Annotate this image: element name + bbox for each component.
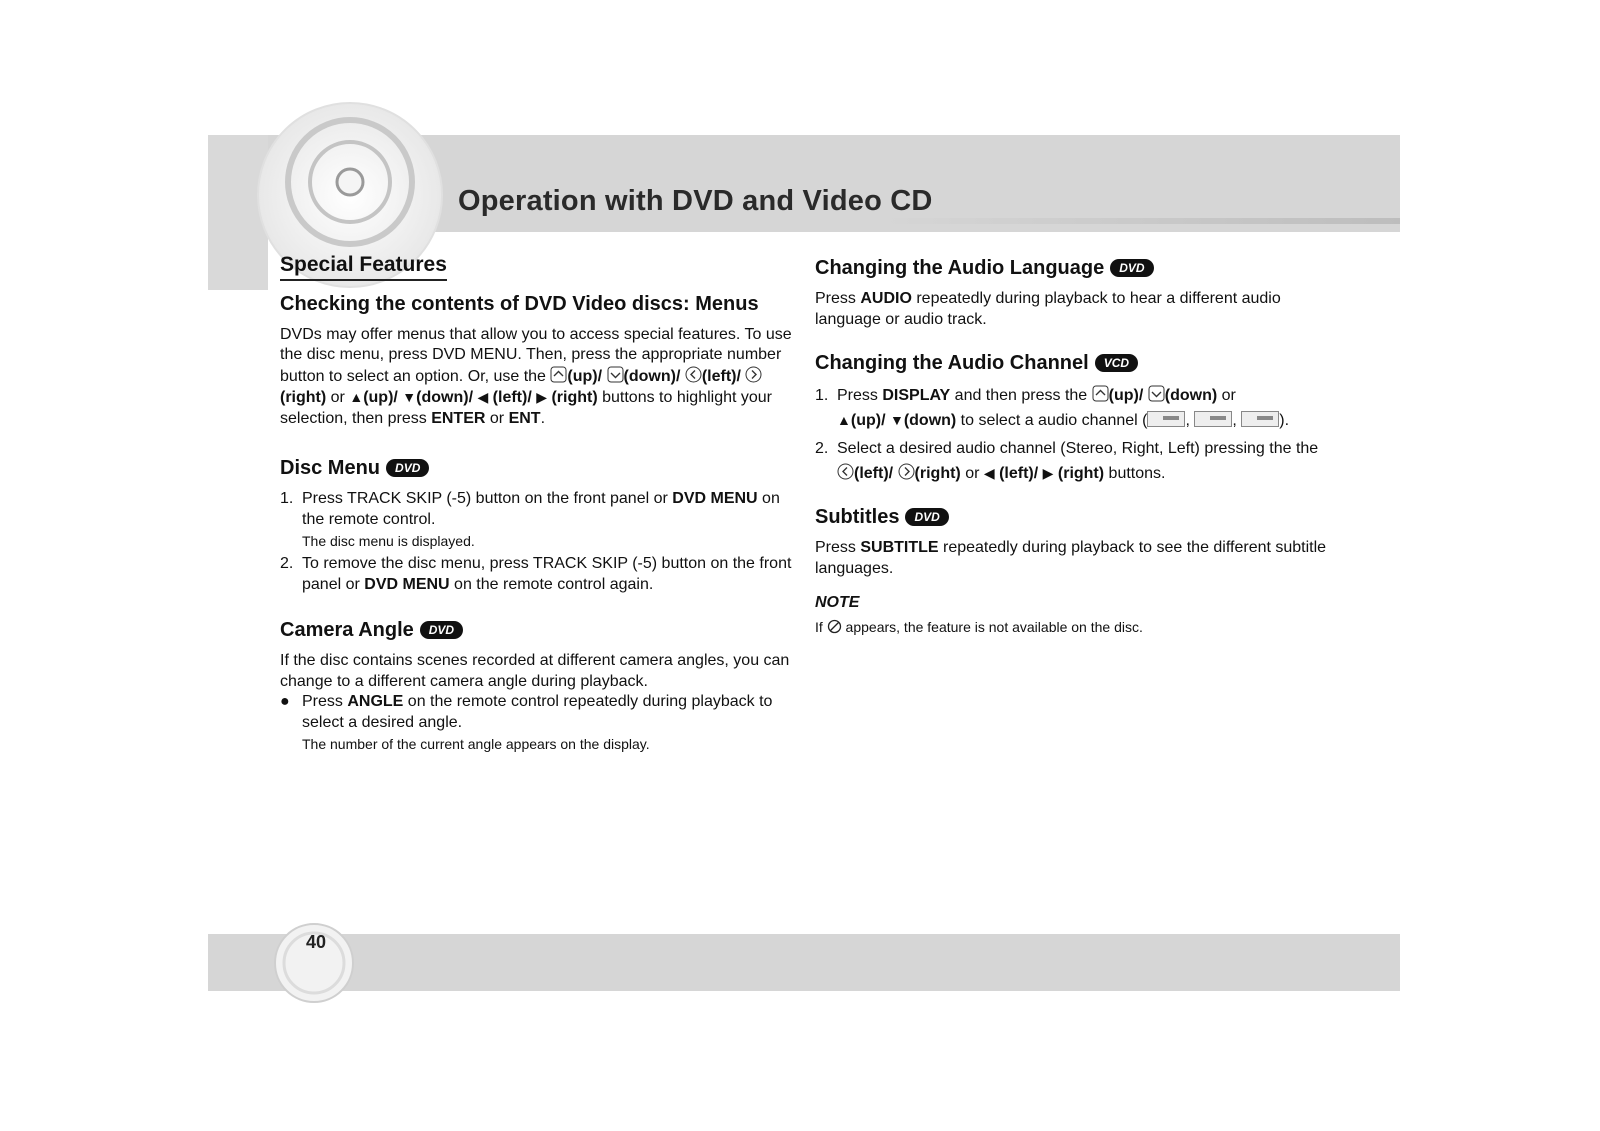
page-title: Operation with DVD and Video CD — [458, 185, 933, 217]
text: repeatedly during playback to see the different subtitle languages. — [815, 539, 1327, 577]
angle-label: ANGLE — [347, 693, 404, 710]
disc-menu-title: Disc Menu — [280, 457, 381, 479]
audio-channel-steps — [815, 384, 1335, 486]
or-text: or — [1217, 387, 1236, 404]
comma: , — [1185, 412, 1195, 429]
step-text: on the remote control again. — [449, 575, 654, 593]
audio-language-text — [815, 289, 1335, 330]
comma: , — [1232, 412, 1242, 429]
tri-up-label: (up)/ — [363, 389, 403, 406]
disc-menu-steps — [280, 489, 800, 595]
display-label: DISPLAY — [882, 387, 951, 404]
text: Press — [815, 539, 861, 556]
tri-left-label: (left)/ — [994, 465, 1043, 482]
text: Press — [815, 290, 861, 307]
note-text — [815, 618, 1335, 636]
text: If — [815, 618, 827, 635]
checking-menus-text — [280, 325, 800, 430]
checking-text-1: DVDs may offer menus that allow you to access special features. To use the disc menu, press DVD MENU. Then, press the appropriate number button to select an option. Or, use the — [280, 325, 792, 385]
triangle-down-icon: ▼ — [402, 389, 417, 405]
or-text: or — [960, 465, 984, 482]
step-text: Press TRACK SKIP (-5) button on the front panel or — [302, 490, 673, 507]
dvd-badge: DVD — [905, 508, 948, 526]
step-text: Press — [837, 387, 883, 404]
bullet-text: Press — [302, 693, 348, 710]
down-label: (down)/ — [623, 367, 685, 385]
left-button-icon — [685, 366, 702, 383]
triangle-up-icon: ▲ — [349, 389, 364, 405]
audio-label: AUDIO — [860, 290, 912, 307]
step-number: 2. — [815, 440, 829, 457]
subtitles-heading — [815, 504, 1335, 530]
left-label: (left)/ — [854, 465, 898, 482]
list-item — [280, 489, 800, 550]
subtitles-text — [815, 538, 1335, 579]
step-number: 1. — [280, 490, 294, 507]
enter-label: ENTER — [431, 409, 486, 427]
tri-down-label: (down) — [903, 412, 957, 429]
triangle-left-icon: ◀ — [477, 389, 489, 405]
audio-language-title: Changing the Audio Language — [815, 257, 1105, 279]
up-button-icon — [550, 366, 567, 383]
disc-menu-heading — [280, 455, 800, 481]
list-item — [280, 554, 800, 595]
left-label: (left)/ — [701, 367, 746, 385]
right-channel-icon — [1194, 411, 1232, 427]
dvd-menu-label: DVD MENU — [672, 490, 758, 507]
section-title: Special Features — [280, 255, 447, 281]
left-button-icon — [837, 463, 854, 480]
footer-band — [208, 934, 1400, 991]
audio-channel-title: Changing the Audio Channel — [815, 352, 1089, 374]
header-accent-line — [880, 218, 1400, 224]
camera-angle-bullets — [280, 692, 800, 753]
or-text: or — [326, 389, 350, 406]
step-text: buttons. — [1104, 465, 1166, 482]
step-text: on the remote control. — [302, 490, 780, 528]
triangle-right-icon: ▶ — [1042, 465, 1054, 481]
tri-up-label: (up)/ — [850, 412, 890, 429]
page-number: 40 — [306, 932, 327, 952]
text: appears, the feature is not available on the disc. — [841, 618, 1143, 635]
subtitles-title: Subtitles — [815, 506, 900, 528]
right-column — [815, 255, 1335, 636]
triangle-right-icon: ▶ — [536, 389, 548, 405]
list-item — [280, 692, 800, 753]
down-button-icon — [1148, 385, 1165, 402]
tri-down-label: (down)/ — [416, 389, 478, 406]
bullet-note: The number of the current angle appears on the display. — [302, 736, 650, 752]
dvd-badge: DVD — [386, 459, 429, 477]
tri-right-label: (right) — [1053, 465, 1105, 482]
right-button-icon — [898, 463, 915, 480]
dvd-badge: DVD — [1110, 259, 1153, 277]
down-button-icon — [607, 366, 624, 383]
step-note: The disc menu is displayed. — [302, 533, 475, 549]
up-label: (up)/ — [567, 367, 603, 385]
triangle-up-icon: ▲ — [837, 412, 851, 428]
tri-left-label: (left)/ — [488, 389, 537, 406]
bullet-text: on the remote control repeatedly during playback to select a desired angle. — [302, 693, 773, 731]
step-text: To remove the disc menu, press TRACK SKIP (-5) button on the front panel or — [302, 555, 792, 593]
ent-label: ENT — [508, 409, 541, 427]
left-channel-icon — [1241, 411, 1279, 427]
camera-angle-text: If the disc contains scenes recorded at different camera angles, you can change to a different camera angle during playback. — [280, 652, 790, 690]
up-label: (up)/ — [1108, 387, 1148, 404]
tri-right-label: (right) — [551, 389, 598, 406]
vcd-badge: VCD — [1095, 354, 1138, 372]
right-button-icon — [745, 366, 762, 383]
stereo-channel-icon — [1147, 411, 1185, 427]
step-text: and then press the — [950, 387, 1092, 404]
triangle-left-icon: ◀ — [983, 465, 995, 481]
step-number: 1. — [815, 387, 829, 404]
note-title: NOTE — [815, 594, 860, 611]
triangle-down-icon: ▼ — [889, 412, 904, 428]
bullet-icon: ● — [280, 693, 290, 710]
down-label: (down) — [1164, 387, 1218, 404]
step-text: Select a desired audio channel (Stereo, Right, Left) pressing the the — [837, 440, 1319, 457]
right-label: (right) — [914, 465, 961, 482]
up-button-icon — [1092, 385, 1109, 402]
or-text-2: or — [485, 409, 509, 427]
step-number: 2. — [280, 555, 294, 572]
right-label: (right) — [280, 389, 327, 406]
step-text: ). — [1279, 412, 1290, 429]
subtitle-label: SUBTITLE — [860, 539, 939, 556]
period: . — [540, 409, 546, 427]
audio-language-heading — [815, 255, 1335, 281]
checking-menus-heading: Checking the contents of DVD Video discs: Menus — [280, 292, 759, 315]
dvd-badge: DVD — [420, 621, 463, 639]
checking-text-2: buttons to highlight your selection, then press — [280, 389, 773, 427]
list-item — [815, 384, 1335, 433]
camera-angle-title: Camera Angle — [280, 619, 414, 641]
prohibited-icon — [827, 619, 842, 634]
left-column — [280, 255, 800, 757]
camera-angle-heading — [280, 617, 800, 643]
dvd-menu-label: DVD MENU — [364, 575, 450, 593]
audio-channel-heading — [815, 350, 1335, 376]
text: repeatedly during playback to hear a different audio language or audio track. — [815, 290, 1281, 328]
step-text: to select a audio channel ( — [956, 412, 1148, 429]
list-item — [815, 437, 1335, 486]
